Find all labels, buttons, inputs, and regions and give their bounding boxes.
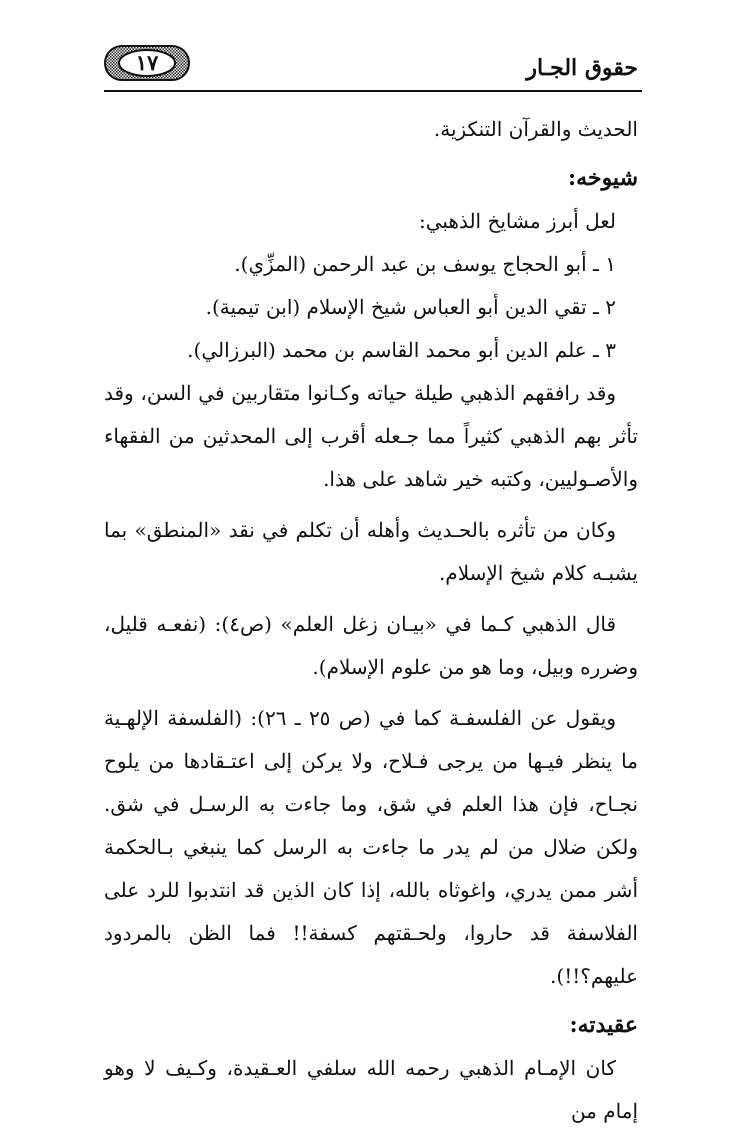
heading-shuyukh: شيوخه: — [568, 165, 638, 191]
paragraph-taathur: وكان من تأثره بالحـديث وأهله أن تكلم في نقد «المنطق» بما يشبـه كلام شيخ الإسلام. — [104, 518, 638, 585]
page-body — [104, 108, 638, 1133]
paragraph-yaqul: ويقول عن الفلسفـة كما في (ص ٢٥ ـ ٢٦): (الفلسفة الإلهـية ما ينظر فيـها من يرجى فـلاح، ولا يركن إلى اعتـقادها من يلوح نجـاح، فإن هذا العلم في شق، وما جاءت به الرسـل في شق. ولكن ضلال من لم يدر ما جاءت به الرسل كما ينبغي بـالحكمة أشر ممن يدري، واغوثاه بالله، إذا كان الذين قد انتدبوا للرد على الفلاسفة قد حاروا، ولحـقتهم كسفة!! فما الظن بالمردود عليهم؟!!). — [104, 706, 638, 988]
paragraph-lead: لعل أبرز مشايخ الذهبي: — [418, 209, 616, 233]
shaykh-item-3: ٣ ـ علم الدين أبو محمد القاسم بن محمد (البرزالي). — [187, 338, 616, 362]
page-number-badge — [104, 44, 190, 82]
running-header-title: حقوق الجـار — [526, 55, 638, 81]
shaykh-item-2: ٢ ـ تقي الدين أبو العباس شيخ الإسلام (ابن تيمية). — [205, 295, 616, 319]
header-divider — [104, 90, 642, 92]
heading-aqidah: عقيدته: — [569, 1012, 638, 1038]
page-number: ١٧ — [135, 50, 159, 75]
paragraph-kana: كان الإمـام الذهبي رحمه الله سلفي العـقيدة، وكـيف لا وهو إمام من — [104, 1056, 638, 1123]
paragraph-rafaqahum: وقد رافقهم الذهبي طيلة حياته وكـانوا متقاربين في السن، وقد تأثر بهم الذهبي كثيراً مما جـعله أقرب إلى المحدثين من الفقهاء والأصـوليين، وكتبه خير شاهد على هذا. — [104, 381, 638, 491]
paragraph-intro: الحديث والقرآن التنكزية. — [433, 117, 638, 141]
shaykh-item-1: ١ ـ أبو الحجاج يوسف بن عبد الرحمن (المزِّي). — [234, 252, 616, 276]
paragraph-qala: قال الذهبي كـما في «بيـان زغل العلم» (ص٤): (نفعـه قليل، وضرره وبيل، وما هو من علوم الإسلام). — [104, 612, 638, 679]
